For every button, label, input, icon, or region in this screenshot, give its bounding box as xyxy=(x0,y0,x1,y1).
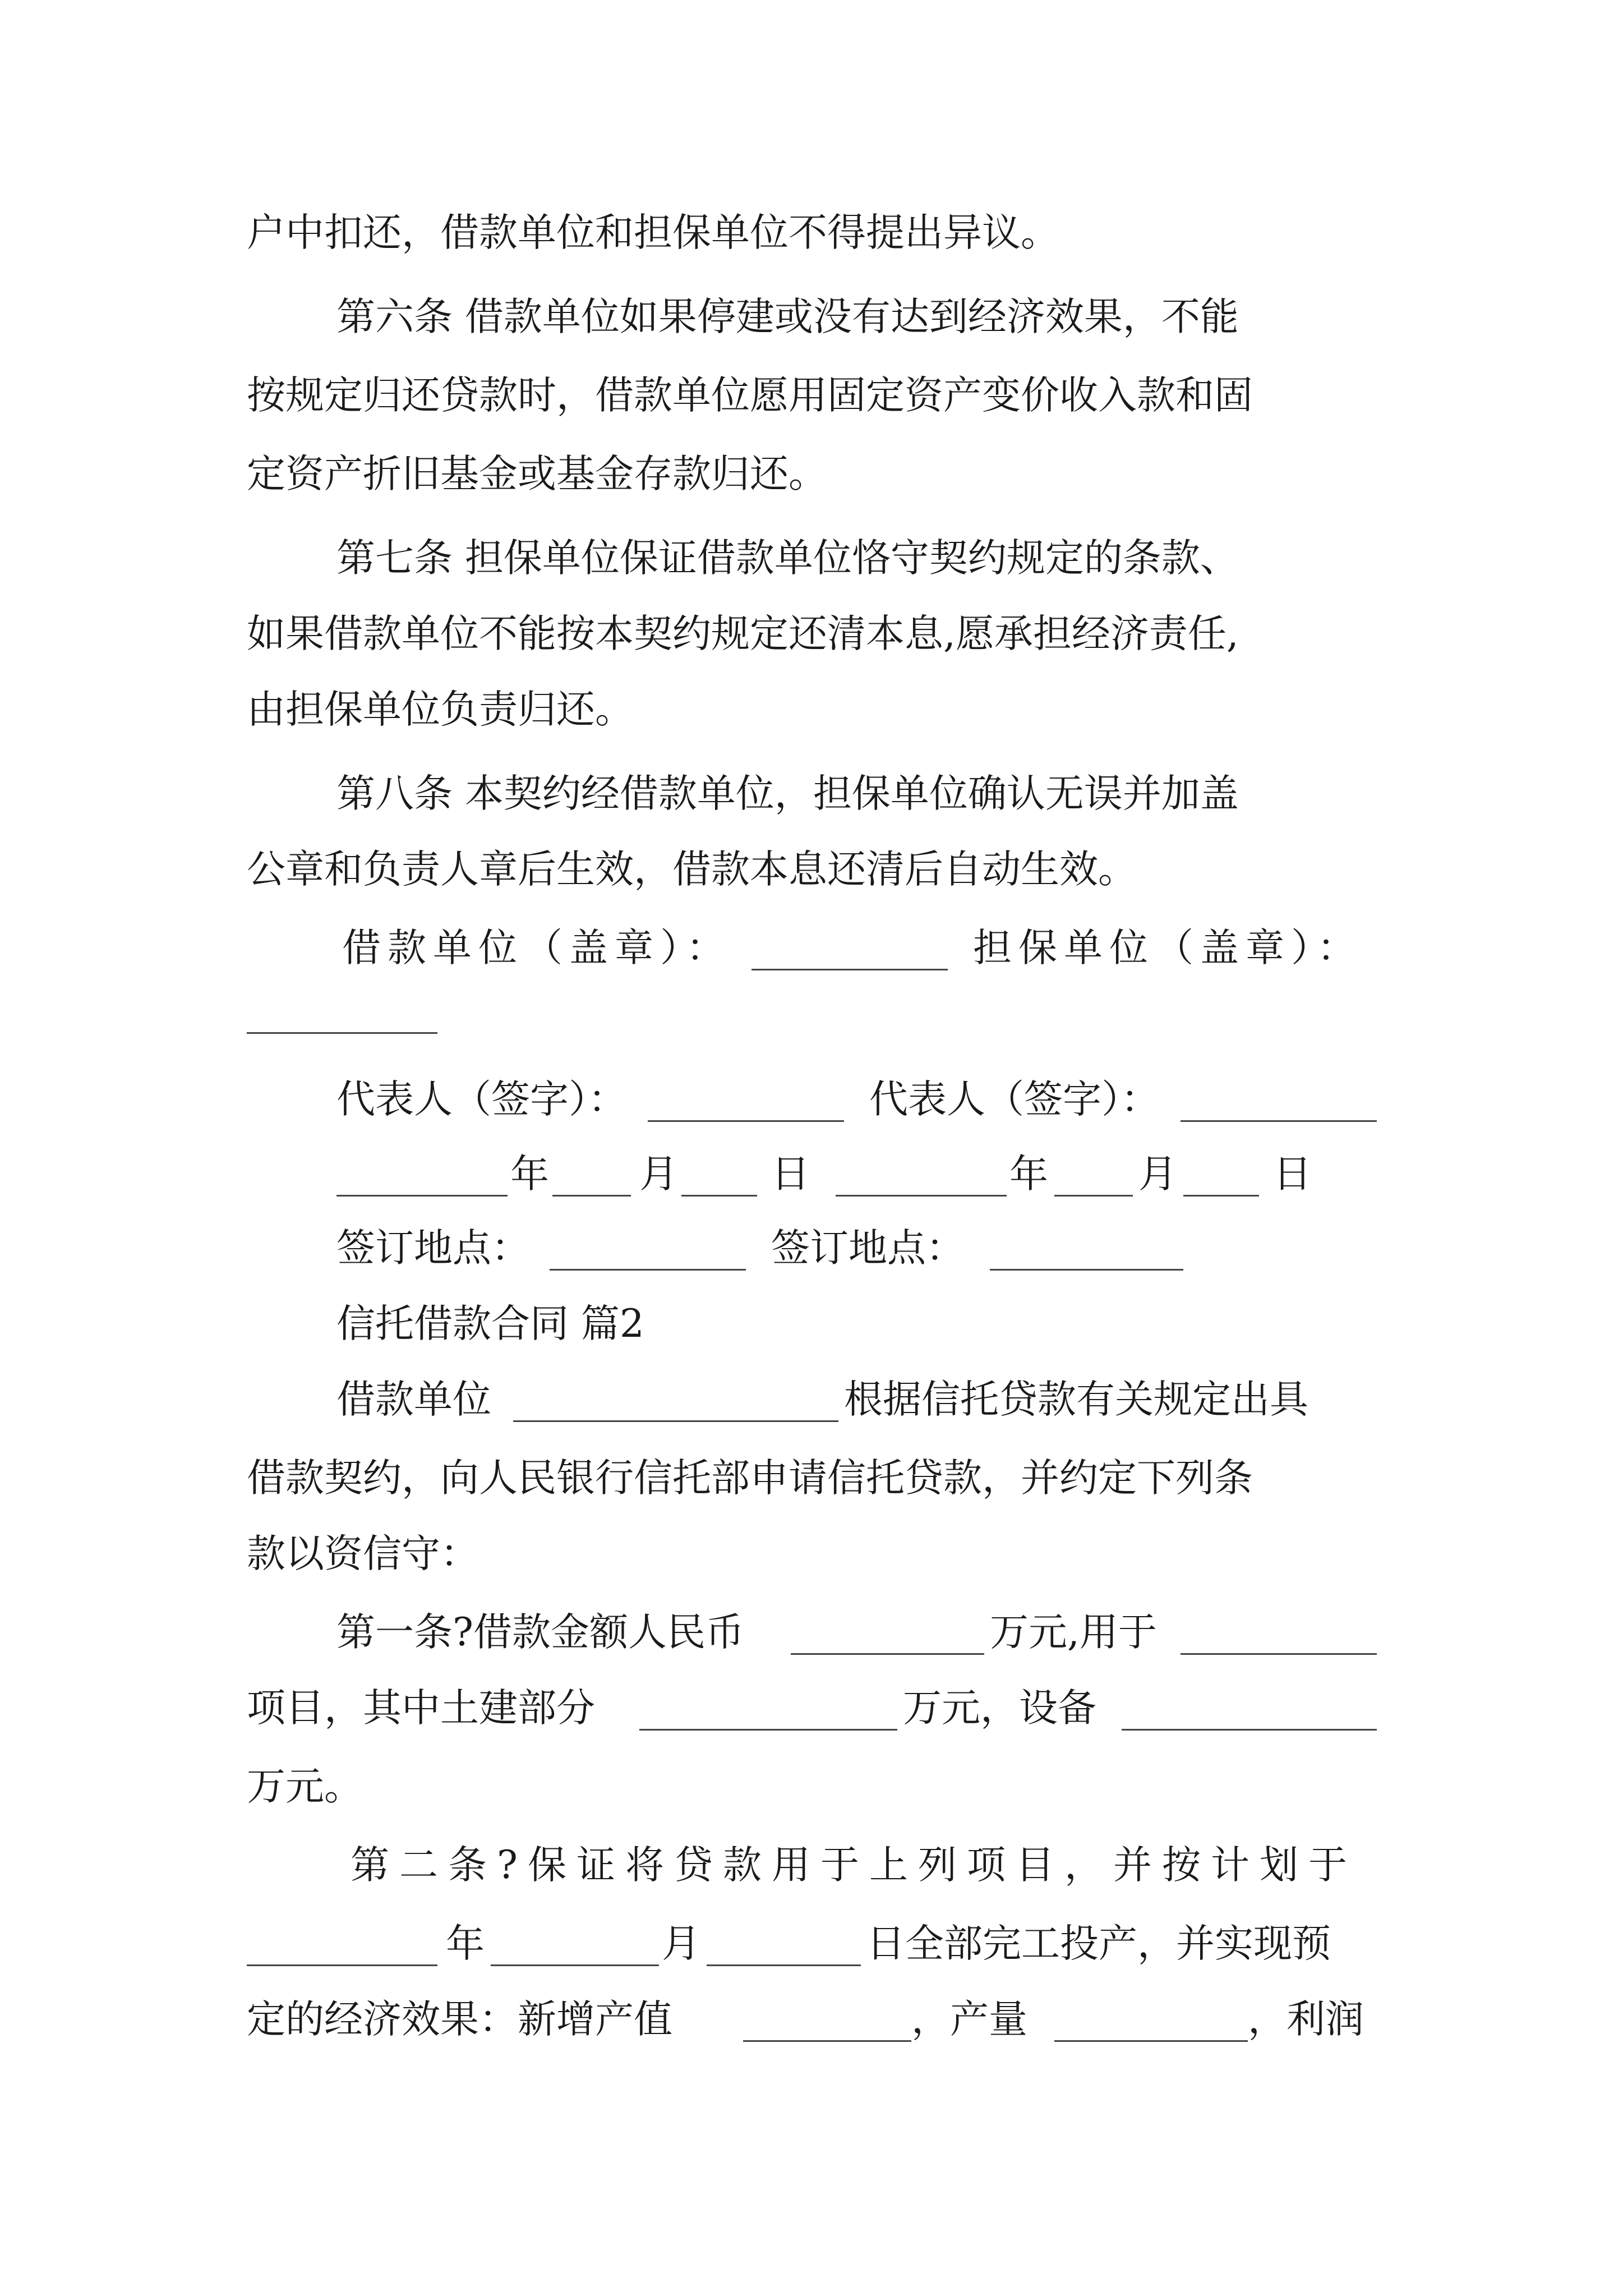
equipment-blank xyxy=(1122,1695,1377,1731)
signing-place-blank xyxy=(550,1235,746,1271)
text-line: 日全部完工投产，并实现预 xyxy=(866,1921,1331,1966)
text-line: 定资产折旧基金或基金存款归还。 xyxy=(247,452,827,496)
text-line: 公章和负责人章后生效，借款本息还清后自动生效。 xyxy=(247,847,1137,892)
month-label: 月 xyxy=(639,1152,678,1197)
representative-label: 代表人（签字）： xyxy=(336,1077,627,1122)
text-line: 项目，其中土建部分 xyxy=(247,1686,595,1731)
text-line: 第七条 担保单位保证借款单位恪守契约规定的条款、 xyxy=(336,536,1239,581)
date-blank xyxy=(247,1931,437,1966)
date-blank xyxy=(1183,1161,1259,1197)
text-line: 按规定归还贷款时，借款单位愿用固定资产变价收入款和固 xyxy=(247,373,1253,418)
year-label: 年 xyxy=(446,1921,485,1966)
date-blank xyxy=(552,1161,631,1197)
text-line: 定的经济效果：新增产值 xyxy=(247,1997,672,2042)
date-blank xyxy=(1054,1161,1133,1197)
signing-place-label: 签订地点： xyxy=(336,1226,530,1271)
text-line: 第八条 本契约经借款单位，担保单位确认无误并加盖 xyxy=(336,771,1239,816)
day-label: 日 xyxy=(771,1152,810,1197)
text-line: 借款单位 xyxy=(336,1377,491,1422)
text-line: 借款契约，向人民银行信托部申请信托贷款，并约定下列条 xyxy=(247,1456,1253,1501)
section-title: 信托借款合同 篇2 xyxy=(336,1301,644,1346)
signature-blank xyxy=(247,999,437,1034)
text-line: 万元。 xyxy=(247,1764,363,1809)
text-line: 款以资信守： xyxy=(247,1531,479,1576)
text-line: 第一条?借款金额人民币 xyxy=(336,1610,744,1655)
borrower-blank xyxy=(513,1387,838,1422)
output-value-blank xyxy=(743,2007,911,2042)
text-line: 第六条 借款单位如果停建或没有达到经济效果，不能 xyxy=(336,295,1239,339)
amount-blank xyxy=(791,1619,984,1655)
day-label: 日 xyxy=(1273,1152,1312,1197)
text-line: 第二条?保证将贷款用于上列项目，并按计划于 xyxy=(351,1843,1357,1888)
year-label: 年 xyxy=(1009,1152,1048,1197)
signature-blank xyxy=(1181,1087,1377,1122)
date-blank xyxy=(836,1161,1007,1197)
signing-place-label: 签订地点： xyxy=(771,1226,965,1271)
month-label: 月 xyxy=(662,1921,700,1966)
text-line: ，利润 xyxy=(1248,1997,1364,2042)
date-blank xyxy=(681,1161,757,1197)
date-blank xyxy=(707,1931,861,1966)
text-line: ，产量 xyxy=(911,1997,1027,2042)
text-line: 根据信托贷款有关规定出具 xyxy=(844,1377,1308,1422)
year-label: 年 xyxy=(510,1152,549,1197)
text-line: 万元，设备 xyxy=(903,1686,1096,1731)
civil-works-blank xyxy=(639,1695,897,1731)
signature-blank xyxy=(751,935,948,970)
signature-blank xyxy=(648,1087,844,1122)
date-blank xyxy=(491,1931,659,1966)
text-line: 万元,用于 xyxy=(990,1610,1157,1655)
text-line: 如果借款单位不能按本契约规定还清本息,愿承担经济责任, xyxy=(247,611,1239,656)
purpose-blank xyxy=(1181,1619,1377,1655)
signing-place-blank xyxy=(990,1235,1183,1271)
signature-label: 借款单位（盖章）： xyxy=(342,926,732,970)
signature-label: 担保单位（盖章）： xyxy=(973,926,1363,970)
text-line: 户中扣还，借款单位和担保单位不得提出异议。 xyxy=(247,210,1059,255)
date-blank xyxy=(336,1161,508,1197)
representative-label: 代表人（签字）： xyxy=(869,1077,1160,1122)
text-line: 由担保单位负责归还。 xyxy=(247,687,634,732)
month-label: 月 xyxy=(1138,1152,1177,1197)
output-blank xyxy=(1054,2007,1248,2042)
